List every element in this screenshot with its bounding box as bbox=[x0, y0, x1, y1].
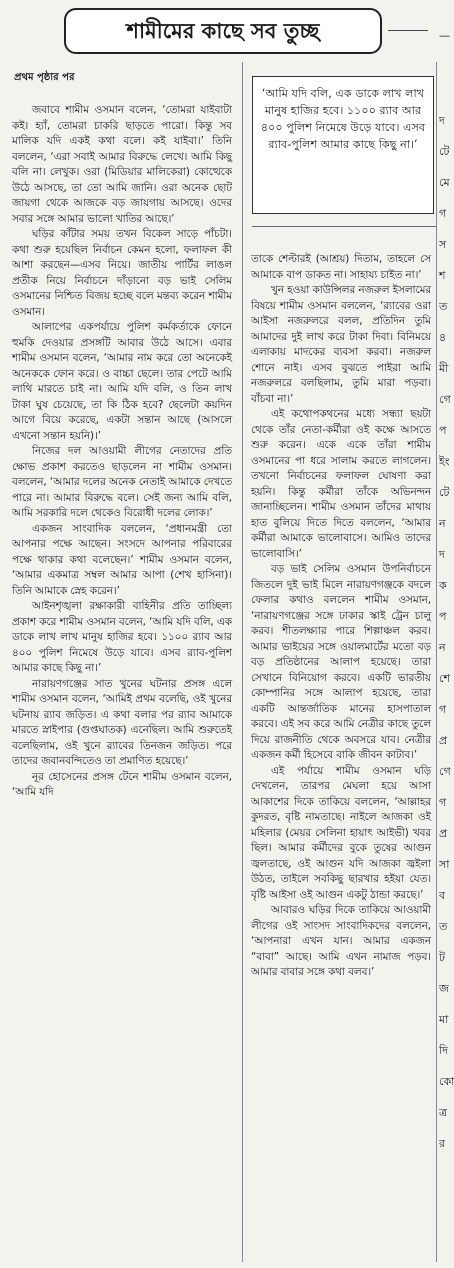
edge-fragment: মা bbox=[439, 1013, 449, 1026]
article-left-column bbox=[12, 103, 232, 1263]
edge-fragment: প bbox=[439, 424, 447, 437]
edge-fragment: প্র bbox=[439, 734, 448, 747]
article-paragraph: একজন সাংবাদিক বললেন, ‘প্রধানমন্ত্রী তো আপনার পক্ষে আছেন। সংসদে আপনার পরিবারের পক্ষে থাকার কথা বলেছেন।’ শামীম ওসমান বলেন, ‘আমার একমাত্র সম্বল আমার আপা (শেখ হাসিনা)। তিনি আমাকে স্নেহ করেন।’ bbox=[12, 522, 232, 597]
continued-from-label: প্রথম পৃষ্ঠার পর bbox=[14, 72, 75, 83]
edge-fragment: ক bbox=[439, 579, 447, 592]
article-paragraph: ঘড়ির কাঁটার সময় তখন বিকেল সাড়ে পাঁচটা। কথা শুরু হয়েছিল নির্বাচন কেমন হলো, ফলাফল কী আশা করছেন—এসব নিয়ে। জাতীয় পার্টির লাঙল প্রতীক নিয়ে নির্বাচনে দাঁড়ানো বড় ভাই সেলিম ওসমানের নিশ্চিত বিজয় হচ্ছে বলে মন্তব্য করেন শামীম ওসমান। bbox=[12, 228, 232, 318]
edge-fragment: গ bbox=[439, 703, 447, 716]
edge-fragment: ৪ bbox=[439, 331, 447, 344]
article-paragraph: নূর হোসেনের প্রসঙ্গ টেনে শামীম ওসমান বলেন, ‘আমি যদি bbox=[12, 770, 232, 798]
article-right-column bbox=[251, 252, 431, 1264]
article-paragraph: নিজের দল আওয়ামী লীগের নেতাদের প্রতি ক্ষোভ প্রকাশ করতেও ছাড়লেন না শামীম ওসমান। বললেন, ‘আমার দলের অনেক নেতাই আমাকে দেখতে পারে না। আমার বিরুদ্ধে বলে। সেই জন্য আমি বলি, আমি সরকারি দলে থেকেও বিরোধী দলের লোক।’ bbox=[12, 445, 232, 519]
article-paragraph: তাকে শেল্টারই (আশ্রয়) দিতাম, তাহলে সে আমাকে বাপ ডাকত না। সাহায্য চাইত না।’ bbox=[251, 253, 431, 281]
edge-fragment: ব bbox=[439, 889, 446, 902]
edge-fragment: ত্র bbox=[439, 1106, 448, 1119]
edge-fragment: প bbox=[439, 610, 447, 623]
edge-fragment: ন bbox=[439, 517, 446, 530]
edge-fragment: দ bbox=[439, 548, 445, 561]
quote-underline bbox=[252, 226, 436, 227]
title-right-rule bbox=[388, 30, 428, 31]
article-paragraph: বড় ভাই সেলিম ওসমান উপনির্বাচনে জিতলে দুই ভাই মিলে নারায়ণগঞ্জকে বদলে ফেলার কথাও বললেন শামীম ওসমান, ‘নারায়ণগঞ্জের সঙ্গে ঢাকার স্কাই ট্রেন চালু করব। শীতলক্ষ্যার পারে শিল্পাঞ্চল করব। আমার ভাইয়ের সঙ্গে ওয়ালমার্টের মতো বড় বড় প্রতিষ্ঠানের আলাপ হয়েছে। তারা সেখানে বিনিয়োগ করবে। একটি ভারতীয় কোম্পানির সঙ্গে আলাপ হয়েছে, তারা একটি আন্তর্জাতিক মানের হাসপাতাল করবে। এই সব করে আমি নেত্রীর কাছে তুলে দিয়ে রাজনীতি থেকে অবসরে যাব। নেত্রীর একজন কর্মী হিসেবে বাকি জীবন কাটাব।’ bbox=[251, 563, 431, 761]
edge-fragment: শ bbox=[439, 269, 446, 282]
article-paragraph: এই কথোপকথনের মধ্যে সন্ধ্যা ছয়টা থেকে তাঁর নেতা-কর্মীরা ওই কক্ষে আসতে শুরু করেন। একে একে তাঁরা শামীম ওসমানের পা ধরে সালাম করতে লাগলেন। তখনো নির্বাচনের ফলাফল ঘোষণা করা হয়নি। কিন্তু কর্মীরা তাঁকে অভিনন্দন জানাচ্ছিলেন। শামীম ওসমান তাঁদের মাথায় হাত বুলিয়ে দিতে দিতে বললেন, ‘আমার কর্মীরা আমাকে ভালোবাসে। আমিও তাদের ভালোবাসি।’ bbox=[251, 408, 431, 560]
article-paragraph: খুন হওয়া কাউন্সিলর নজরুল ইসলামের বিষয়ে শামীম ওসমান বললেন, ‘র‍্যাবের ওরা আইসা নজরুলরে বলল, প্রতিদিন তুমি আমাদের দুই লাখ করে টাকা দিবা। বিনিময়ে এলাকায় মাদকের ব্যবসা করবা। নজরুল শোনে নাই। এসব বুঝতে পাইরা আমি নজরুলরে বলছিলাম, তুমি মারা পড়বা। বাঁচবা না।’ bbox=[251, 284, 431, 405]
adjacent-column-edge bbox=[439, 0, 454, 1268]
edge-fragment: ইং bbox=[439, 455, 450, 468]
edge-fragment: — bbox=[439, 29, 450, 42]
edge-fragment: সা bbox=[439, 858, 450, 871]
edge-fragment: ত bbox=[439, 920, 448, 933]
edge-fragment: ন bbox=[439, 641, 446, 654]
edge-fragment: প্র bbox=[439, 827, 448, 840]
article-paragraph: আবারও ঘড়ির দিকে তাকিয়ে আওয়ামী লীগের ওই সাংসদ সাংবাদিকদের বললেন, ‘আপনারা এখন যান। আমার একজন “বাবা” আছে। আমি এখন নামাজ পড়ব। আমার বাবার সঙ্গে কথা বলব।’ bbox=[251, 904, 431, 978]
column-divider bbox=[242, 62, 243, 1262]
edge-fragment: ট bbox=[439, 951, 445, 964]
article-paragraph: জবাবে শামীম ওসমান বলেন, ‘তোমরা যাইবাটা কই। হ্যাঁ, তোমরা চাকরি ছাড়তে পারো। কিন্তু সব মালিক যদি একই কথা বলে। কই যাইবা।’ তিনি বললেন, ‘এরা সবাই আমার বিরুদ্ধে লেখে। আমি কিছু বলি না। লেখুক। ওরা (মিডিয়ার মালিকেরা) কোত্থেকে উঠে আসছে, তা তো আমি জানি। ওরা অনেক ছোট জায়গা থেকে আজকে বড় জায়গায় আসছে। ওদের সবার সঙ্গে আমার ভালো খাতির আছে।’ bbox=[12, 104, 232, 225]
article-paragraph: এই পর্যায়ে শামীম ওসমান ঘড়ি দেখলেন, তারপর মেঘলা হয়ে আসা আকাশের দিকে তাকিয়ে বললেন, ‘আল্লাহর কুদরত, বৃষ্টি নামতাছে। নাইলে আজকা ওই মহিলার (মেয়র সেলিনা হায়াৎ আইভী) খবর ছিল। আমার কর্মীদের বুকে তুষের আগুন জ্বলতাছে, ওই আগুন যদি আজকা জ্বইলা উঠত, তাইলে সবকিছু ছারখার হইয়া যেত। বৃষ্টি আইসা ওই আগুন একটু ঠান্ডা করছে।’ bbox=[251, 764, 431, 901]
edge-fragment: দি bbox=[439, 1044, 448, 1057]
left-edge-divider bbox=[436, 62, 437, 1262]
edge-fragment: র bbox=[439, 1137, 446, 1150]
edge-fragment: গ bbox=[439, 796, 447, 809]
edge-fragment: দ bbox=[439, 114, 445, 127]
headline: শামীমের কাছে সব তুচ্ছ bbox=[64, 8, 382, 54]
edge-fragment: মে bbox=[439, 176, 450, 189]
article-paragraph: নারায়ণগঞ্জের সাত খুনের ঘটনার প্রসঙ্গ এলে শামীম ওসমান বলেন, ‘আমিই প্রথম বলেছি, ওই খুনের ঘটনায় র‍্যাব জড়িত। এ কথা বলার পর র‍্যাব আমাকে মারতে স্নাইপার (গুপ্তঘাতক) এনেছিল। আমি শুরুতেই বলেছিলাম, ওই খুনে র‍্যাবের তিনজন জড়িত। পরে তাদের জবানবন্দিতেও তা প্রমাণিত হয়েছে।’ bbox=[12, 677, 232, 767]
edge-fragment: টে bbox=[439, 145, 450, 158]
article-paragraph: আলাপের একপর্যায়ে পুলিশ কর্মকর্তাকে ফোনে হুমকি দেওয়ার প্রসঙ্গটি আবার উঠে আসে। এবার শামীম ওসমান বলেন, ‘আমার নাম করে তো অনেকেই অনেককে ফোন করে। ও বাচ্চা ছেলে। তার পেটে আমি লাথি মারতে চাই না। আমি যদি বলি, ও তিন লাখ টাকা ঘুষ চেয়েছে, তা কি ঠিক হবে? ছেলেটা কয়দিন আগে বিয়ে করেছে, একটা সন্তান আছে (আসলে এখনো সন্তান হয়নি)।’ bbox=[12, 321, 232, 442]
edge-fragment: জ bbox=[439, 982, 449, 995]
edge-fragment: স bbox=[439, 238, 447, 251]
edge-fragment: গ bbox=[439, 207, 447, 220]
edge-fragment: টে bbox=[439, 486, 450, 499]
edge-fragment: কো bbox=[439, 1075, 454, 1088]
edge-fragment: গে bbox=[439, 765, 451, 778]
pull-quote: ‘আমি যদি বলি, এক ডাকে লাখ লাখ মানুষ হাজির হবে। ১১০০ র‍্যাব আর ৪০০ পুলিশ নিমেষে উড়ে যাবে। এসব র‍্যাব-পুলিশ আমার কাছে কিছু না।’ bbox=[252, 76, 434, 214]
edge-fragment: মী bbox=[439, 362, 449, 375]
article-paragraph: আইনশৃঙ্খলা রক্ষাকারী বাহিনীর প্রতি তাচ্ছিল্য প্রকাশ করে শামীম ওসমান বলেন, ‘আমি যদি বলি, এক ডাকে লাখ লাখ মানুষ হাজির হবে। ১১০০ র‍্যাব আর ৪০০ পুলিশ নিমেষে উড়ে যাবে। এসব র‍্যাব-পুলিশ আমার কাছে কিছু না।’ bbox=[12, 600, 232, 674]
edge-fragment: ত bbox=[439, 300, 448, 313]
edge-fragment: গে bbox=[439, 393, 451, 406]
edge-fragment: শে bbox=[439, 672, 450, 685]
